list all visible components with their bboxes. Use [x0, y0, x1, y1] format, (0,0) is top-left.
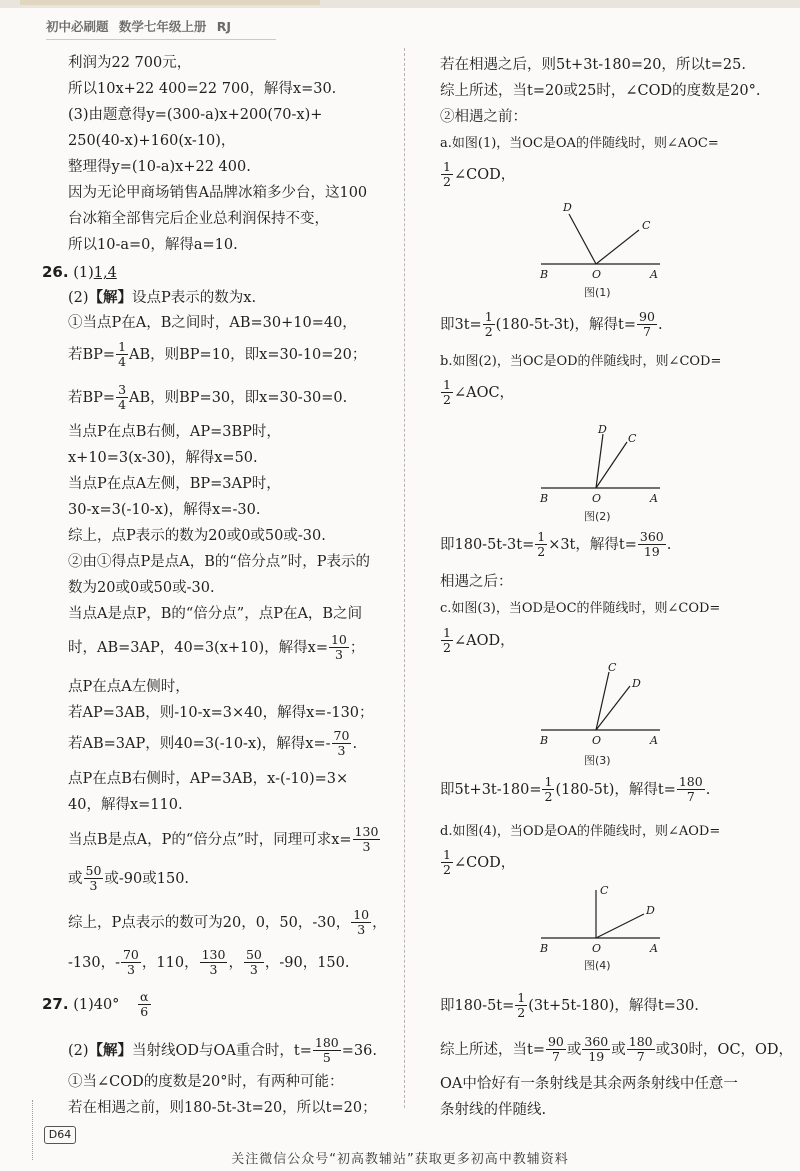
- fraction-numerator: 1: [118, 339, 127, 354]
- header-subject: 数学七年级上册: [118, 19, 207, 34]
- text-segment: ，-90，150.: [264, 954, 350, 971]
- text-line: 若在相遇之后，则5t+3t-180=20，所以t=25.: [440, 57, 746, 73]
- fraction: [638, 530, 666, 560]
- text-segment: 时，AB=3AP，40=3(x+10)，解得x=: [68, 639, 328, 656]
- part-label: (2): [68, 1042, 89, 1059]
- figure-4: [536, 884, 666, 972]
- text-line: [68, 1036, 377, 1066]
- text-segment: 即3t=: [440, 316, 482, 333]
- label-b: B: [540, 942, 549, 954]
- label-a: A: [650, 734, 658, 744]
- ray-oc: [596, 230, 639, 264]
- text-line: b.如图(2)，当OC是OD的伴随线时，则∠COD=: [440, 354, 722, 369]
- text-line: [440, 626, 515, 656]
- fraction-denominator: 3: [84, 878, 104, 893]
- text-segment: AB，则BP=30，即x=30-30=0.: [129, 389, 348, 406]
- fraction: [483, 310, 495, 340]
- label-o: O: [592, 492, 602, 504]
- text-line: [68, 948, 349, 978]
- fraction: [332, 729, 352, 759]
- ray-od: [569, 214, 596, 264]
- fraction-denominator: 3: [244, 962, 264, 977]
- text-segment: 即180-5t=: [440, 997, 515, 1014]
- text-segment: ∠AOD，: [453, 632, 515, 649]
- fraction-denominator: 3: [353, 839, 381, 854]
- fraction-numerator: α: [140, 989, 149, 1004]
- figure-1-diagram: [536, 200, 666, 282]
- text-line: [68, 633, 364, 663]
- text-line: [440, 991, 699, 1021]
- fraction-denominator: 2: [517, 1005, 526, 1021]
- fraction-numerator: 10: [353, 907, 370, 922]
- fraction-numerator: 70: [122, 947, 139, 962]
- footer-note: 关注微信公众号“初高教辅站”获取更多初高中教辅资料: [231, 1152, 569, 1167]
- fraction: [441, 626, 453, 656]
- label-d: D: [646, 904, 655, 917]
- label-c: C: [642, 219, 651, 232]
- fraction-numerator: 90: [547, 1034, 564, 1049]
- fraction-denominator: 2: [484, 324, 493, 340]
- text-line: 相遇之后：: [440, 574, 513, 590]
- fraction-numerator: 180: [678, 774, 703, 789]
- fraction-denominator: 2: [443, 862, 451, 878]
- text-line: [440, 530, 671, 560]
- text-segment: .: [705, 781, 711, 798]
- fraction-numerator: 360: [584, 1034, 609, 1049]
- fraction: [582, 1035, 610, 1065]
- fraction: [441, 848, 453, 878]
- text-segment: ；: [349, 639, 365, 656]
- text-line: 点P在点B右侧时，AP=3AB，x-(-10)=3×: [68, 771, 349, 787]
- figure-2-diagram: [536, 422, 666, 504]
- figure-3-diagram: [536, 662, 666, 744]
- text-line: [440, 378, 514, 408]
- fraction-denominator: 4: [118, 354, 127, 370]
- label-b: B: [540, 268, 549, 281]
- page-header: [46, 17, 276, 40]
- question-number: 27.: [42, 994, 69, 1013]
- text-line: [68, 383, 347, 413]
- label-c: C: [628, 432, 637, 445]
- label-a: A: [650, 268, 658, 281]
- fraction: [441, 378, 453, 408]
- text-segment: AB，则BP=10，即x=30-10=20；: [129, 346, 367, 363]
- text-segment: =36.: [341, 1042, 377, 1059]
- fraction-denominator: 2: [443, 392, 451, 408]
- fraction-denominator: 7: [627, 1049, 655, 1064]
- column-divider: [404, 48, 405, 1108]
- text-line: 所以10x+22 400=22 700，解得x=30.: [68, 81, 337, 97]
- text-segment: 即5t+3t-180=: [440, 781, 542, 798]
- text-segment: 综上所述，当t=: [440, 1041, 545, 1058]
- text-line: 若在相遇之前，则180-5t-3t=20，所以t=20；: [68, 1100, 377, 1116]
- label-b: B: [540, 492, 549, 504]
- text-line: 利润为22 700元，: [68, 55, 192, 71]
- fraction-denominator: 3: [332, 743, 352, 758]
- text-line: [68, 729, 357, 759]
- fraction-numerator: 50: [85, 863, 102, 878]
- figure-caption: 图(3): [584, 754, 611, 767]
- text-line: 当点P在点A左侧，BP=3AP时，: [68, 476, 281, 492]
- fraction-denominator: 2: [537, 544, 546, 560]
- fraction-numerator: 1: [443, 377, 451, 392]
- fraction-numerator: 3: [118, 382, 127, 397]
- question-27-line: [42, 990, 152, 1020]
- fraction: [200, 948, 228, 978]
- label-d: D: [632, 677, 641, 690]
- text-segment: 或: [68, 870, 83, 887]
- fraction-numerator: 90: [639, 309, 655, 324]
- page-number: D64: [44, 1126, 76, 1144]
- text-line: 台冰箱全部售完后企业总利润保持不变，: [68, 211, 329, 227]
- figure-caption: 图(4): [584, 959, 611, 972]
- fraction: [535, 530, 547, 560]
- fraction-denominator: 19: [638, 544, 666, 559]
- question-number: 26.: [42, 263, 69, 281]
- text-line: 若AP=3AB，则-10-x=3×40，解得x=-130；: [68, 705, 374, 721]
- question-26-line: [42, 263, 117, 282]
- text-segment: ，110，: [141, 954, 199, 971]
- header-series: 初中必刷题: [46, 19, 109, 34]
- text-line: ①当点P在A，B之间时，AB=30+10=40，: [68, 315, 357, 331]
- fraction: [441, 160, 453, 190]
- text-line: c.如图(3)，当OD是OC的伴随线时，则∠COD=: [440, 601, 721, 616]
- fraction-numerator: 1: [443, 847, 451, 862]
- header-edition: RJ: [216, 19, 232, 34]
- text-segment: 若AB=3AP，则40=3(-10-x)，解得x=-: [68, 735, 331, 752]
- text-line: 数为20或0或50或-30.: [68, 580, 215, 596]
- fraction: [121, 948, 141, 978]
- text-segment: 或-90或150.: [104, 870, 190, 887]
- fraction-denominator: 2: [443, 640, 451, 656]
- fraction: [546, 1035, 566, 1065]
- fraction-numerator: 130: [201, 947, 226, 962]
- text-line: 所以10-a=0，解得a=10.: [68, 237, 238, 253]
- fraction-numerator: 1: [443, 159, 451, 174]
- text-line: [440, 775, 710, 805]
- text-line: d.如图(4)，当OD是OA的伴随线时，则∠AOD=: [440, 824, 721, 839]
- text-line: a.如图(1)，当OC是OA的伴随线时，则∠AOC=: [440, 136, 719, 151]
- text-line: 250(40-x)+160(x-10)，: [68, 133, 236, 149]
- text-line: [440, 1035, 793, 1065]
- text-segment: 或30时，OC，OD，: [655, 1041, 794, 1058]
- text-segment: (180-5t)，解得t=: [555, 781, 676, 798]
- text-line: [68, 289, 256, 307]
- fraction-numerator: 1: [537, 529, 546, 544]
- fraction-numerator: 130: [354, 824, 379, 839]
- label-a: A: [650, 492, 658, 504]
- fraction-denominator: 4: [118, 397, 127, 413]
- text-line: 当点A是点P，B的“倍分点”，点P在A，B之间: [68, 606, 363, 622]
- text-segment: 若BP=: [68, 346, 116, 363]
- text-line: (3)由题意得y=(300-a)x+200(70-x)+: [68, 107, 323, 123]
- label-d: D: [598, 423, 607, 436]
- part-label: (2): [68, 290, 89, 306]
- text-segment: .: [657, 316, 663, 333]
- text-segment: ∠AOC，: [453, 384, 515, 401]
- fraction-numerator: 10: [330, 632, 347, 647]
- fraction-denominator: 3: [200, 962, 228, 977]
- answer-segment: (1)40°: [73, 996, 120, 1013]
- fraction: [515, 991, 527, 1021]
- fraction-numerator: 50: [245, 947, 262, 962]
- fraction: [329, 633, 349, 663]
- top-accent: [20, 0, 320, 5]
- text-line: [440, 160, 515, 190]
- text-segment: ，: [228, 954, 243, 971]
- fraction-numerator: 1: [517, 990, 526, 1005]
- fraction: [84, 864, 104, 894]
- text-line: [68, 340, 366, 370]
- text-line: OA中恰好有一条射线是其余两条射线中任意一: [440, 1076, 738, 1092]
- fraction-denominator: 2: [544, 789, 553, 805]
- label-c: C: [608, 662, 617, 674]
- label-o: O: [592, 734, 602, 744]
- fraction-denominator: 3: [351, 922, 371, 937]
- text-line: [440, 310, 663, 340]
- text-segment: .: [666, 536, 672, 553]
- fraction-numerator: 1: [544, 774, 553, 789]
- text-line: [68, 864, 189, 894]
- text-line: [440, 848, 515, 878]
- part-label: (1): [73, 265, 94, 281]
- text-segment: ∠COD，: [453, 854, 516, 871]
- fraction-denominator: 2: [443, 174, 451, 190]
- figure-1: [536, 200, 666, 299]
- text-segment: (180-5t-3t)，解得t=: [495, 316, 637, 333]
- fraction-denominator: 7: [637, 324, 657, 339]
- text-line: ①当∠COD的度数是20°时，有两种可能：: [68, 1074, 344, 1090]
- figure-2: [536, 422, 666, 523]
- label-c: C: [600, 884, 609, 897]
- text-segment: ×3t，解得t=: [548, 536, 637, 553]
- fraction-numerator: 1: [443, 625, 451, 640]
- fraction: [116, 383, 128, 413]
- fraction-denominator: 7: [677, 789, 705, 804]
- text-line: x+10=3(x-30)，解得x=50.: [68, 450, 258, 466]
- fraction-numerator: 70: [333, 728, 350, 743]
- figure-caption: 图(1): [584, 286, 611, 299]
- text-line: 40，解得x=110.: [68, 797, 183, 813]
- text-segment: 设点P表示的数为x.: [132, 290, 257, 306]
- fraction: [116, 340, 128, 370]
- fraction: [313, 1036, 341, 1066]
- label-d: D: [563, 201, 572, 214]
- fraction-numerator: 1: [484, 309, 493, 324]
- text-line: ②相遇之前：: [440, 109, 527, 125]
- fraction: [244, 948, 264, 978]
- text-segment: (3t+5t-180)，解得t=30.: [528, 997, 699, 1014]
- text-segment: 当点B是点A，P的“倍分点”时，同理可求x=: [68, 831, 352, 848]
- fraction-denominator: 3: [329, 647, 349, 662]
- fraction: [627, 1035, 655, 1065]
- text-line: 条射线的伴随线.: [440, 1102, 547, 1118]
- fraction: [351, 908, 371, 938]
- figure-3: [536, 662, 666, 767]
- fraction: [138, 990, 150, 1020]
- fraction-denominator: 7: [546, 1049, 566, 1064]
- text-line: 当点P在点B右侧，AP=3BP时，: [68, 424, 281, 440]
- label-a: A: [650, 942, 658, 954]
- text-segment: 当射线OD与OA重合时，t=: [132, 1042, 312, 1059]
- answer-blank: 1,4: [93, 265, 117, 281]
- fraction-denominator: 19: [582, 1049, 610, 1064]
- fraction-denominator: 6: [138, 1004, 150, 1019]
- text-segment: 综上，P点表示的数可为20，0，50，-30，: [68, 914, 351, 931]
- fraction: [542, 775, 554, 805]
- text-line: 整理得y=(10-a)x+22 400.: [68, 159, 251, 175]
- text-line: 因为无论甲商场销售A品牌冰箱多少台，这100: [68, 185, 368, 201]
- label-o: O: [592, 268, 602, 281]
- fraction-denominator: 3: [121, 962, 141, 977]
- fraction: [637, 310, 657, 340]
- label-b: B: [540, 734, 549, 744]
- top-strip: [0, 0, 800, 8]
- text-line: [68, 908, 387, 938]
- text-segment: .: [352, 735, 358, 752]
- text-line: 综上所述，当t=20或25时，∠COD的度数是20°.: [440, 83, 761, 99]
- text-segment: 即180-5t-3t=: [440, 536, 535, 553]
- text-segment: 若BP=: [68, 389, 116, 406]
- text-segment: 或: [566, 1041, 582, 1058]
- text-line: [68, 825, 381, 855]
- solution-tag: 【解】: [88, 1041, 133, 1059]
- figure-4-diagram: [536, 884, 666, 954]
- text-segment: ，: [372, 914, 387, 931]
- fraction: [677, 775, 705, 805]
- text-line: 30-x=3(-10-x)，解得x=-30.: [68, 502, 261, 518]
- ray-od: [596, 914, 644, 938]
- fraction-numerator: 360: [639, 529, 664, 544]
- label-o: O: [592, 942, 602, 954]
- fraction-denominator: 5: [313, 1050, 341, 1065]
- text-segment: 或: [611, 1041, 626, 1058]
- fraction-numerator: 180: [628, 1034, 653, 1049]
- figure-caption: 图(2): [584, 510, 611, 523]
- text-segment: -130，-: [68, 954, 120, 971]
- solution-tag: 【解】: [88, 289, 133, 306]
- text-segment: ∠COD，: [453, 166, 516, 183]
- text-line: ②由①得点P是点A，B的“倍分点”时，P表示的: [68, 554, 370, 570]
- fraction-numerator: 180: [314, 1035, 339, 1050]
- fraction: [353, 825, 381, 855]
- text-line: 点P在点A左侧时，: [68, 679, 190, 695]
- text-line: 综上，点P表示的数为20或0或50或-30.: [68, 528, 326, 544]
